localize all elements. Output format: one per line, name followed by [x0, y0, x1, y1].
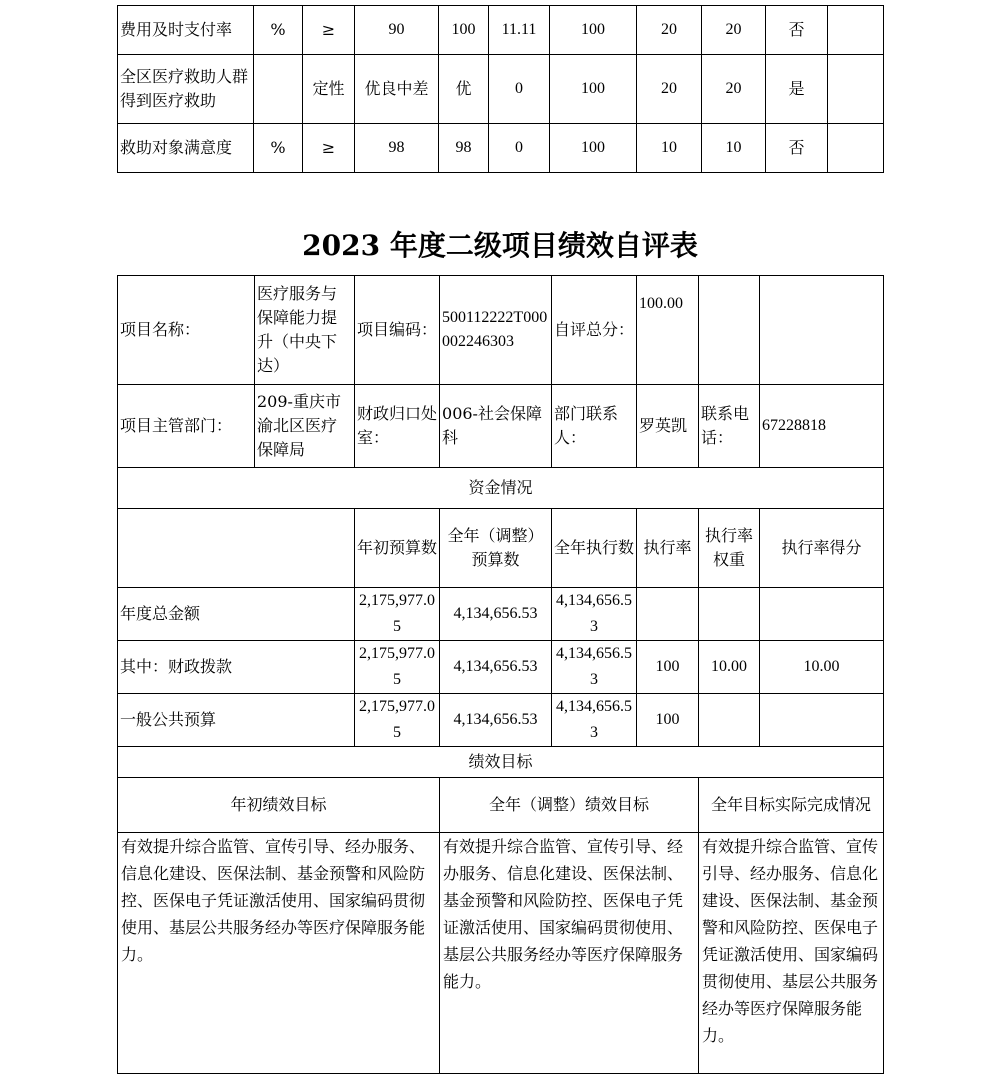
- indicator-cell: 0: [489, 124, 550, 173]
- phone-value: 67228818: [760, 385, 884, 468]
- funds-header: 执行率: [637, 509, 699, 588]
- indicator-actual: 优: [439, 55, 489, 124]
- funds-section-title: 资金情况: [118, 468, 884, 509]
- indicator-cell: 20: [702, 55, 766, 124]
- funds-header: 全年执行数: [552, 509, 637, 588]
- funds-score: [760, 694, 884, 747]
- goals-header-actual: 全年目标实际完成情况: [699, 778, 884, 833]
- score-label: 自评总分：: [552, 276, 637, 385]
- indicator-actual: 98: [439, 124, 489, 173]
- indicator-unit: %: [254, 124, 303, 173]
- score-value: 100.00: [637, 276, 699, 385]
- indicator-operator: ≥: [303, 6, 355, 55]
- indicator-cell: 10: [702, 124, 766, 173]
- funds-row-label: 年度总金额: [118, 588, 355, 641]
- indicator-cell: [828, 124, 884, 173]
- goal-initial-text: 有效提升综合监管、宣传引导、经办服务、信息化建设、医保法制、基金预警和风险防控、医保电子凭证激活使用、国家编码贯彻使用、基层公共服务经办等医疗保障服务能力。: [118, 833, 440, 1074]
- indicator-operator: 定性: [303, 55, 355, 124]
- empty-cell: [699, 276, 760, 385]
- project-name-value: 医疗服务与保障能力提升（中央下达）: [255, 276, 355, 385]
- section-row: [118, 468, 884, 509]
- indicator-operator: ≥: [303, 124, 355, 173]
- indicator-name: 费用及时支付率: [118, 6, 254, 55]
- indicator-cell: 10: [637, 124, 702, 173]
- funds-header: 年初预算数: [355, 509, 440, 588]
- indicator-cell: 是: [766, 55, 828, 124]
- table-row: [118, 55, 884, 124]
- goals-section-title: 绩效目标: [118, 747, 884, 778]
- indicator-target: 优良中差: [355, 55, 439, 124]
- table-row: [118, 694, 884, 747]
- indicator-target: 98: [355, 124, 439, 173]
- goals-content-row: [118, 833, 884, 1074]
- contact-label: 部门联系人：: [552, 385, 637, 468]
- project-name-label: 项目名称：: [118, 276, 255, 385]
- empty-cell: [118, 509, 355, 588]
- funds-header: 执行率权重: [699, 509, 760, 588]
- funds-row-label: 其中：财政拨款: [118, 641, 355, 694]
- table-row: [118, 588, 884, 641]
- table-row: [118, 6, 884, 55]
- indicator-unit: %: [254, 6, 303, 55]
- goal-actual-text: 有效提升综合监管、宣传引导、经办服务、信息化建设、医保法制、基金预警和风险防控、医保电子凭证激活使用、国家编码贯彻使用、基层公共服务经办等医疗保障服务能力。: [699, 833, 884, 1074]
- department-value: 209-重庆市渝北区医疗保障局: [255, 385, 355, 468]
- indicator-cell: 100: [550, 6, 637, 55]
- contact-value: 罗英凯: [637, 385, 699, 468]
- goals-header-initial: 年初绩效目标: [118, 778, 440, 833]
- funds-rate: 100: [637, 641, 699, 694]
- department-row: [118, 385, 884, 468]
- empty-cell: [760, 276, 884, 385]
- indicator-name: 救助对象满意度: [118, 124, 254, 173]
- funds-initial: 2,175,977.05: [355, 694, 440, 747]
- page-title: 2023 年度二级项目绩效自评表: [302, 229, 698, 262]
- funds-adjusted: 4,134,656.53: [440, 588, 552, 641]
- funds-executed: 4,134,656.53: [552, 641, 637, 694]
- funds-weight: [699, 588, 760, 641]
- indicator-cell: [828, 6, 884, 55]
- department-label: 项目主管部门：: [118, 385, 255, 468]
- indicator-cell: [828, 55, 884, 124]
- funds-adjusted: 4,134,656.53: [440, 694, 552, 747]
- funds-initial: 2,175,977.05: [355, 641, 440, 694]
- goal-adjusted-text: 有效提升综合监管、宣传引导、经办服务、信息化建设、医保法制、基金预警和风险防控、医保电子凭证激活使用、国家编码贯彻使用、基层公共服务经办等医疗保障服务能力。: [440, 833, 699, 1074]
- indicator-target: 90: [355, 6, 439, 55]
- goals-header-adjusted: 全年（调整）绩效目标: [440, 778, 699, 833]
- funds-initial: 2,175,977.05: [355, 588, 440, 641]
- funds-executed: 4,134,656.53: [552, 694, 637, 747]
- indicator-cell: 20: [637, 55, 702, 124]
- funds-row-label: 一般公共预算: [118, 694, 355, 747]
- self-evaluation-table: [117, 275, 884, 1074]
- finance-office-label: 财政归口处室：: [355, 385, 440, 468]
- indicator-cell: 100: [550, 55, 637, 124]
- phone-label: 联系电话：: [699, 385, 760, 468]
- funds-score: [760, 588, 884, 641]
- funds-rate: [637, 588, 699, 641]
- funds-score: 10.00: [760, 641, 884, 694]
- funds-rate: 100: [637, 694, 699, 747]
- funds-weight: 10.00: [699, 641, 760, 694]
- funds-weight: [699, 694, 760, 747]
- section-row: [118, 747, 884, 778]
- table-row: [118, 641, 884, 694]
- funds-header-row: [118, 509, 884, 588]
- project-code-label: 项目编码：: [355, 276, 440, 385]
- funds-executed: 4,134,656.53: [552, 588, 637, 641]
- funds-adjusted: 4,134,656.53: [440, 641, 552, 694]
- indicator-name: 全区医疗救助人群得到医疗救助: [118, 55, 254, 124]
- goals-header-row: [118, 778, 884, 833]
- project-name-row: [118, 276, 884, 385]
- indicator-unit: [254, 55, 303, 124]
- funds-header: 执行率得分: [760, 509, 884, 588]
- indicator-cell: 0: [489, 55, 550, 124]
- indicator-cell: 否: [766, 6, 828, 55]
- indicator-cell: 20: [637, 6, 702, 55]
- table-row: [118, 124, 884, 173]
- funds-header: 全年（调整）预算数: [440, 509, 552, 588]
- indicator-cell: 20: [702, 6, 766, 55]
- finance-office-value: 006-社会保障科: [440, 385, 552, 468]
- indicator-actual: 100: [439, 6, 489, 55]
- indicator-cell: 否: [766, 124, 828, 173]
- indicator-table: [117, 5, 884, 173]
- project-code-value: 500112222T000002246303: [440, 276, 552, 385]
- indicator-cell: 11.11: [489, 6, 550, 55]
- indicator-cell: 100: [550, 124, 637, 173]
